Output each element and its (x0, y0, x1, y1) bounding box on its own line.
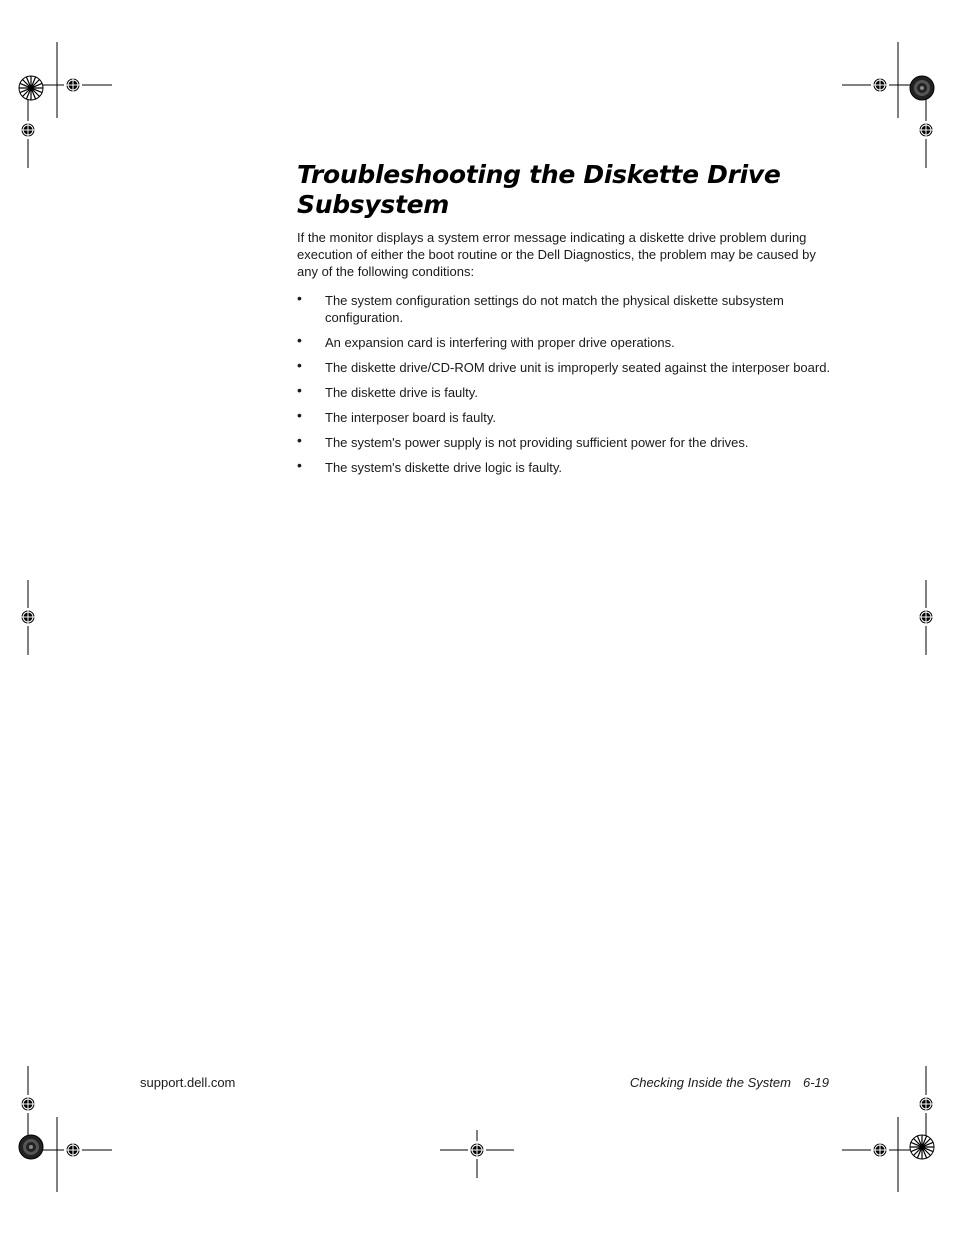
footer-running-head (630, 1074, 829, 1091)
list-item (297, 292, 837, 326)
list-item-text: The system's diskette drive logic is faulty. (325, 460, 563, 475)
list-item-text: The system configuration settings do not match the physical diskette subsystem configuration. (325, 293, 784, 325)
list-item-text: The diskette drive/CD-ROM drive unit is improperly seated against the interposer board. (325, 360, 831, 375)
list-item-text: The diskette drive is faulty. (325, 385, 478, 400)
bullet-icon: • (297, 407, 302, 423)
list-item (297, 409, 837, 426)
intro-paragraph: If the monitor displays a system error message indicating a diskette drive problem during execution of either the boot routine or the Dell Diagnostics, the problem may be caused by any of the following conditions: (297, 230, 816, 279)
conditions-list (297, 292, 837, 484)
bullet-icon: • (297, 382, 302, 398)
list-item (297, 459, 837, 476)
list-item (297, 434, 837, 451)
footer-section-title: Checking Inside the System (629, 1075, 791, 1090)
page-number: 6-19 (802, 1075, 829, 1090)
list-item (297, 334, 837, 351)
bullet-icon: • (297, 332, 302, 348)
list-item (297, 384, 837, 401)
starburst-mark-bottom-right (910, 1135, 934, 1159)
dark-target-top-right (910, 76, 934, 100)
bullet-icon: • (297, 357, 302, 373)
footer-url: support.dell.com (140, 1075, 236, 1090)
starburst-mark-top-left (19, 76, 43, 100)
bullet-icon: • (297, 432, 302, 448)
list-item-text: The interposer board is faulty. (325, 410, 497, 425)
list-item (297, 359, 837, 376)
list-item-text: The system's power supply is not providing sufficient power for the drives. (325, 435, 749, 450)
list-item-text: An expansion card is interfering with proper drive operations. (325, 335, 675, 350)
bullet-icon: • (297, 457, 302, 473)
section-heading: Troubleshooting the Diskette Drive Subsystem (297, 160, 781, 219)
bullet-icon: • (297, 290, 302, 306)
dark-target-bottom-left (19, 1135, 43, 1159)
